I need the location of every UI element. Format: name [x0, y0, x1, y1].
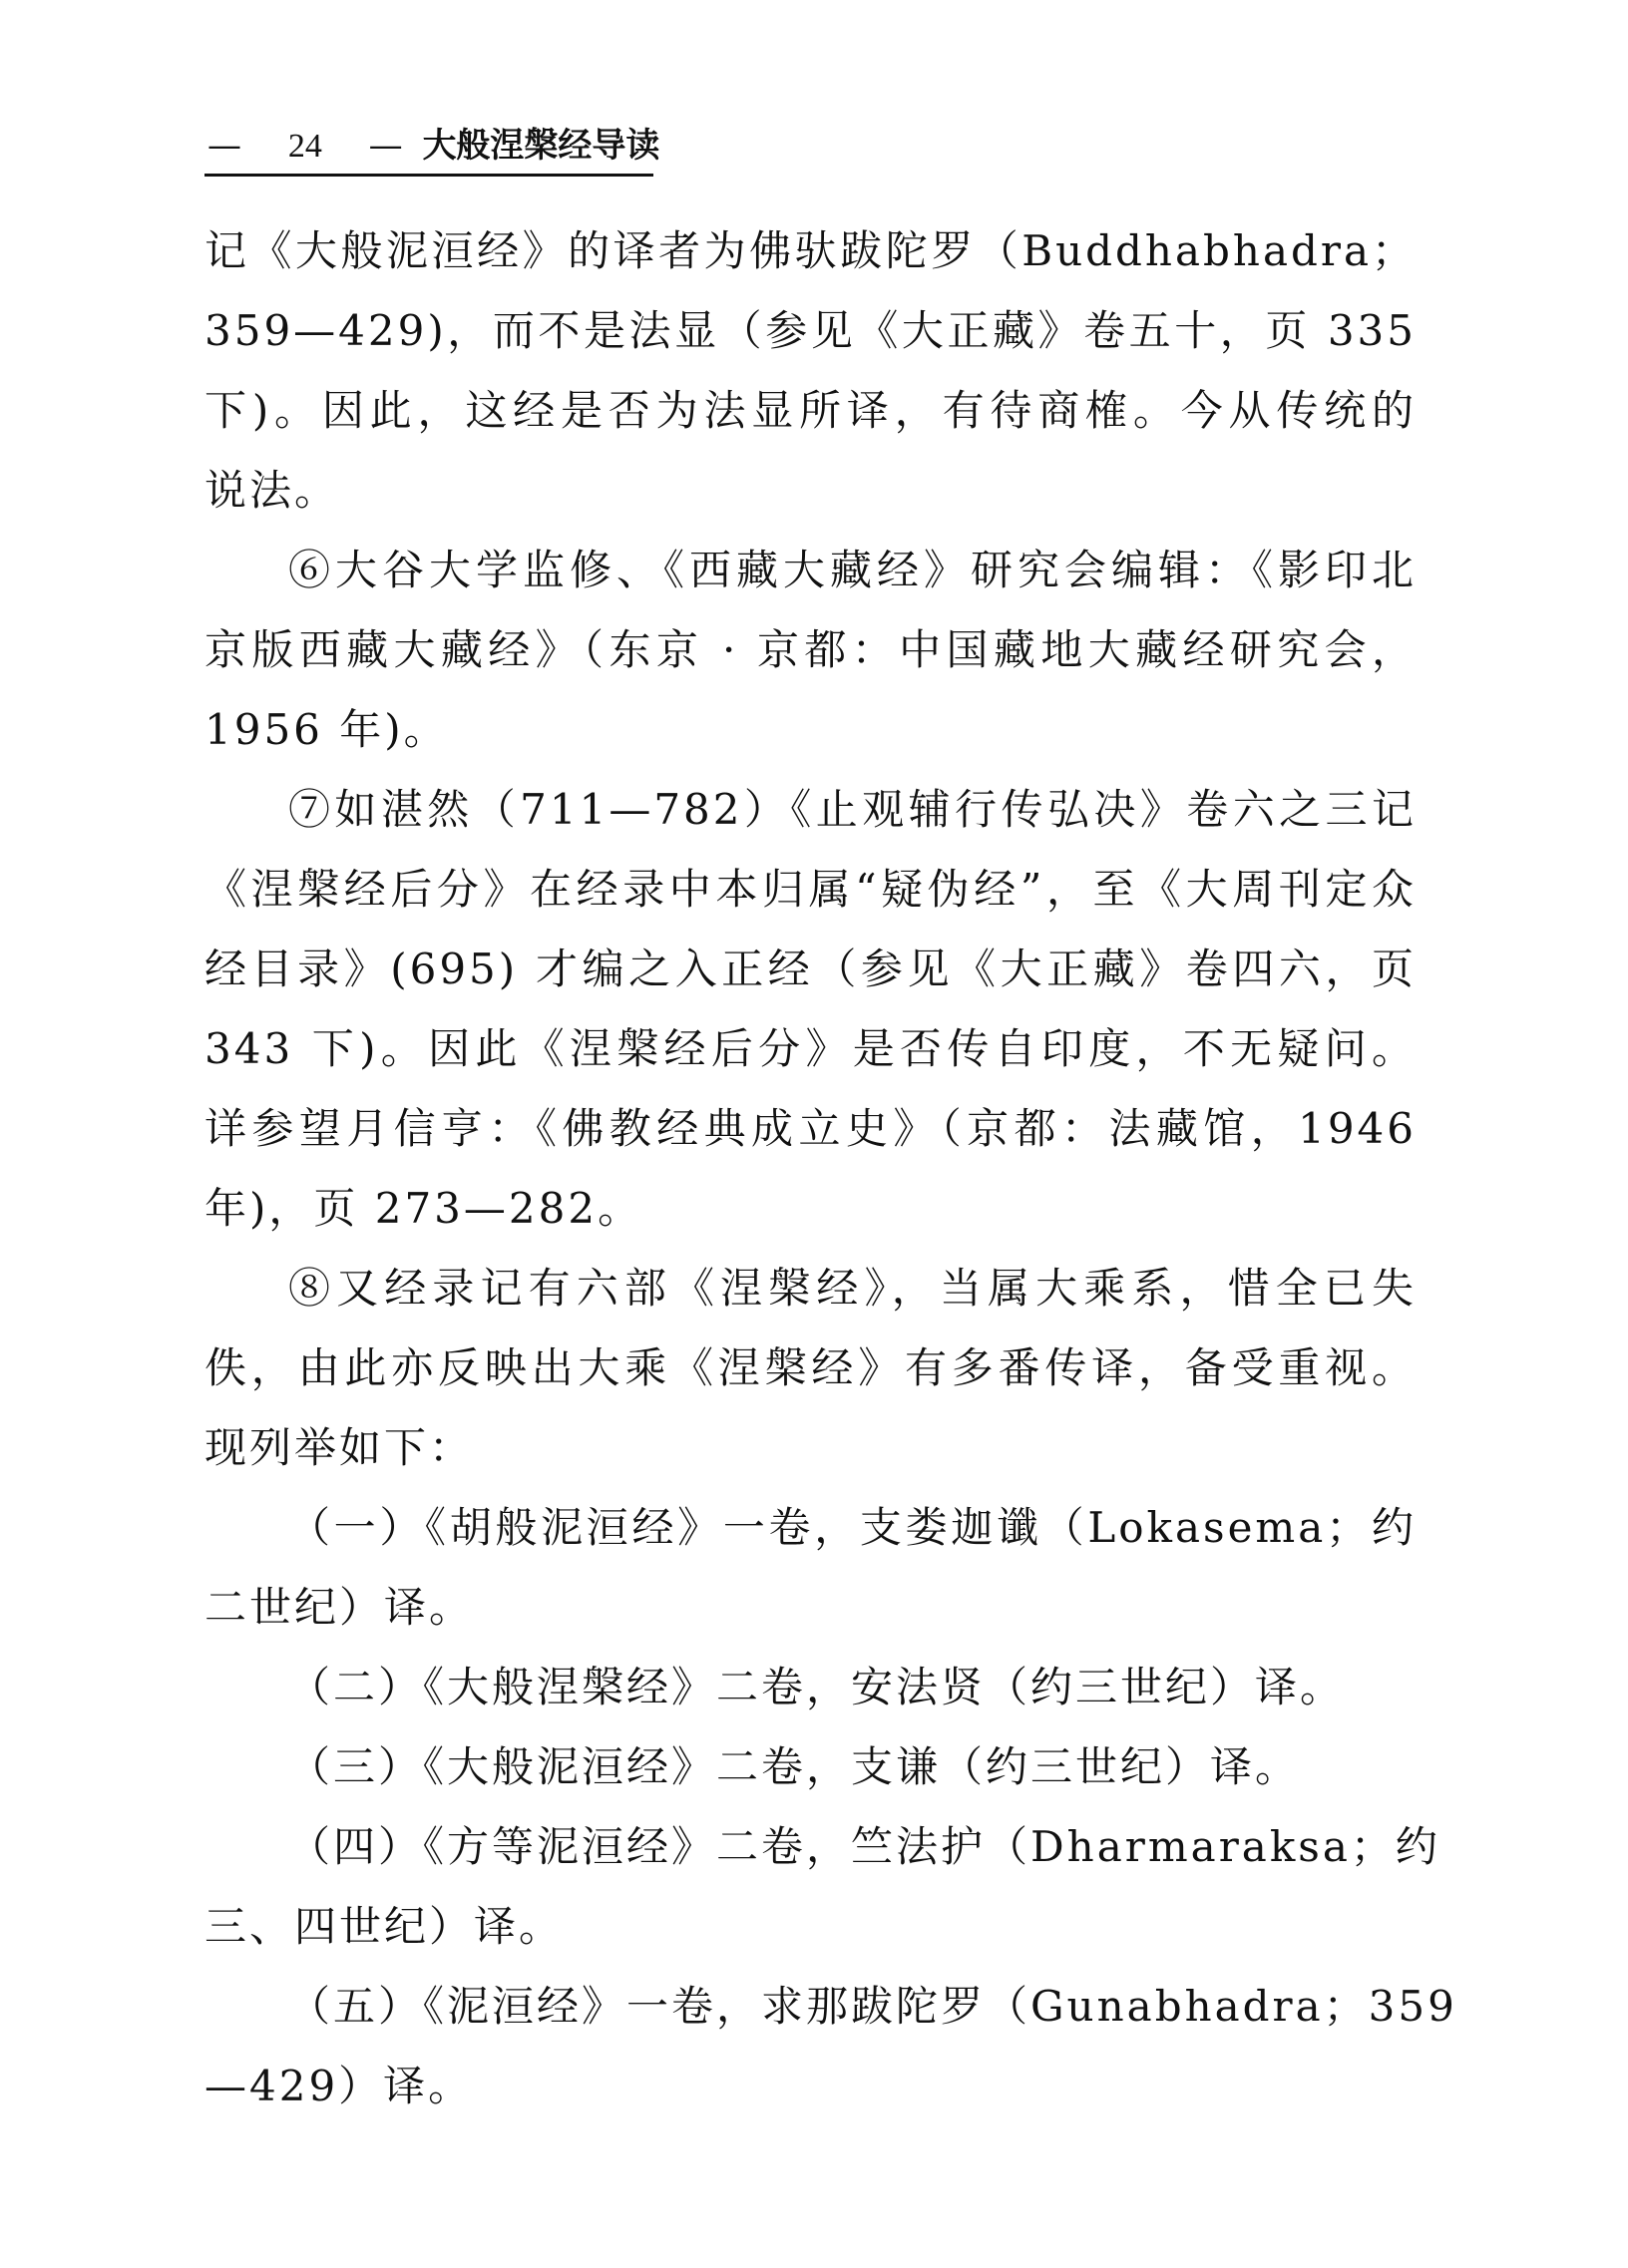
page-body	[204, 211, 1457, 2126]
text-line: —429）译。	[204, 2062, 474, 2110]
text-line: 二世纪）译。	[204, 1583, 475, 1632]
list-item-3-line: （三）《大般泥洹经》二卷，支谦（约三世纪）译。	[288, 1742, 1301, 1791]
text-line: 《涅槃经后分》在经录中本归属“疑伪经”，至《大周刊定众	[204, 865, 1417, 914]
list-item-5-line: （五）《泥洹经》一卷，求那跋陀罗（Gunabhadra；359	[288, 1982, 1457, 2031]
footnote-6-line: ⑥大谷大学监修、《西藏大藏经》研究会编辑：《影印北	[288, 546, 1417, 594]
text-line: 佚，由此亦反映出大乘《涅槃经》有多番传译，备受重视。	[204, 1343, 1417, 1392]
text-line: 详参望月信亨：《佛教经典成立史》（京都：法藏馆，1946	[204, 1104, 1417, 1153]
text-line: 1956 年)。	[204, 705, 449, 754]
text-line: 经目录》(695) 才编之入正经（参见《大正藏》卷四六，页	[204, 945, 1417, 993]
list-item-2-line: （二）《大般涅槃经》二卷，安法贤（约三世纪）译。	[288, 1663, 1346, 1711]
list-item-1-line: （一）《胡般泥洹经》一卷，支娄迦谶（Lokasema；约	[288, 1503, 1417, 1552]
footnote-7-line: ⑦如湛然（711—782）《止观辅行传弘决》卷六之三记	[288, 785, 1417, 834]
text-line: 现列举如下：	[204, 1423, 475, 1472]
header-dash-right: —	[368, 126, 403, 166]
running-header	[204, 118, 660, 177]
footnote-8-line: ⑧又经录记有六部《涅槃经》，当属大乘系，惜全已失	[288, 1264, 1417, 1313]
book-title: 大般涅槃经导读	[422, 126, 660, 166]
text-line: 记《大般泥洹经》的译者为佛驮跋陀罗（Buddhabhadra；	[204, 226, 1417, 275]
text-line: 京版西藏大藏经》（东京 · 京都：中国藏地大藏经研究会，	[204, 625, 1417, 674]
text-line: 下)。因此，这经是否为法显所译，有待商榷。今从传统的	[204, 386, 1417, 435]
text-line: 说法。	[204, 466, 340, 515]
text-line: 年)，页 273—282。	[204, 1184, 643, 1233]
page-number: 24	[287, 128, 322, 165]
text-line: 359—429)，而不是法显（参见《大正藏》卷五十，页 335	[204, 306, 1417, 355]
header-dash-left: —	[207, 126, 241, 166]
text-line: 三、四世纪）译。	[204, 1902, 565, 1951]
list-item-4-line: （四）《方等泥洹经》二卷，竺法护（Dharmaraksa；约	[288, 1822, 1440, 1871]
text-line: 343 下)。因此《涅槃经后分》是否传自印度，不无疑问。	[204, 1024, 1417, 1073]
